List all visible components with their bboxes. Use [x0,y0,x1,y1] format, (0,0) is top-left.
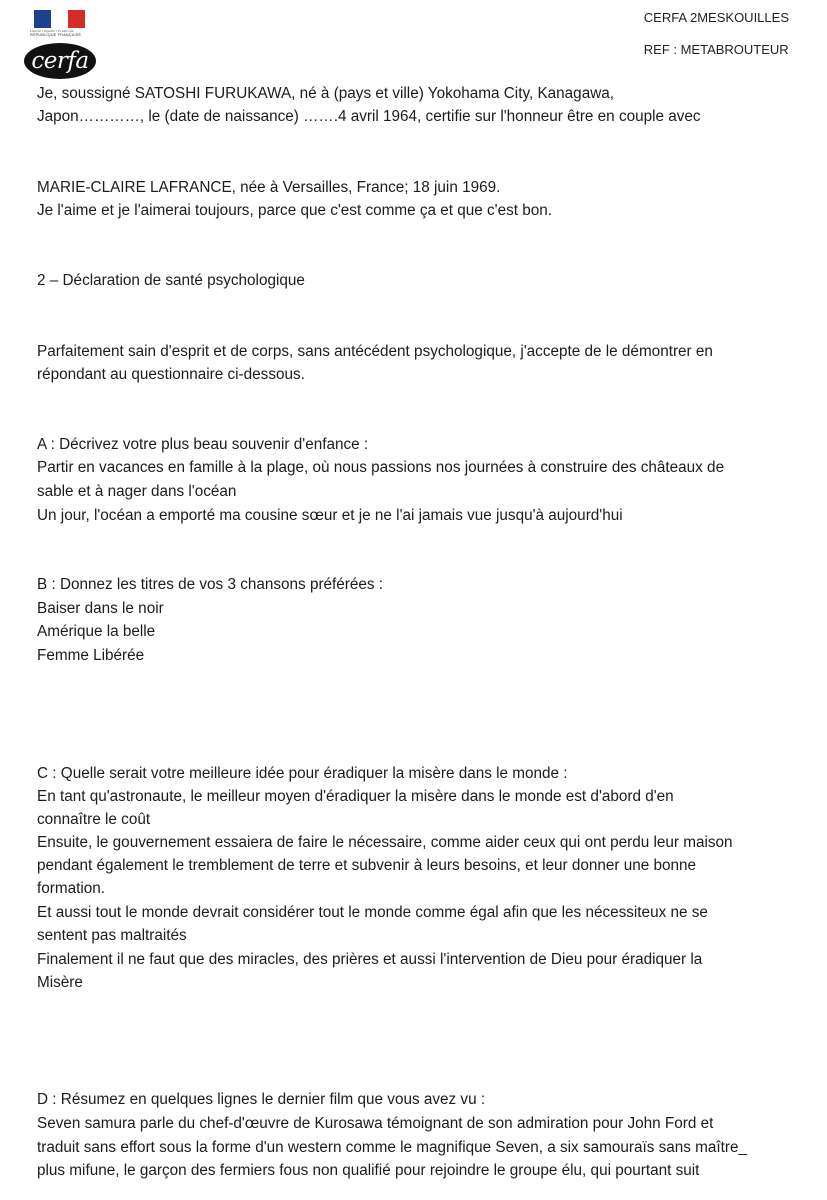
cerfa-badge [24,43,96,79]
marianne-profile-icon [48,12,64,27]
declaration-line-2: Japon…………, le (date de naissance) …….4 avril 1964, certifie sur l'honneur être en couple avec [37,108,701,125]
republic-name: RÉPUBLIQUE FRANÇAISE [30,33,82,37]
question-d-label: D : Résumez en quelques lignes le dernier film que vous avez vu : [37,1091,486,1108]
partner-line: MARIE-CLAIRE LAFRANCE, née à Versailles, France; 18 juin 1969. [37,179,501,196]
song-item: Baiser dans le noir [37,600,164,617]
love-line: Je l'aime et je l'aimerai toujours, parce que c'est comme ça et que c'est bon. [37,202,553,219]
question-a-label: A : Décrivez votre plus beau souvenir d'enfance : [37,436,369,453]
question-b-label: B : Donnez les titres de vos 3 chansons préférées : [37,576,384,593]
republic-motto: Liberté • Égalité • Fraternité [30,29,74,33]
question-d-answer-line: traduit sans effort sous la forme d'un western comme le magnifique Seven, a six samouraïs sans maître_ [37,1139,748,1156]
question-c-answer-line: En tant qu'astronaute, le meilleur moyen d'éradiquer la misère dans le monde est d'abord d'en [37,788,674,805]
question-c-answer-line: Et aussi tout le monde devrait considérer tout le monde comme égal afin que les nécessiteux ne se [37,904,708,921]
question-c-answer-line: connaître le coût [37,811,151,828]
cerfa-logo [24,10,98,80]
song-item: Amérique la belle [37,623,156,640]
question-c-answer-line: formation. [37,880,106,897]
section-2-title: 2 – Déclaration de santé psychologique [37,272,305,289]
form-code: CERFA 2MESKOUILLES [643,10,789,25]
question-c-answer-line: Misère [37,974,83,991]
question-c-label: C : Quelle serait votre meilleure idée pour éradiquer la misère dans le monde : [37,765,568,782]
question-a-answer-line: sable et à nager dans l'océan [37,483,237,500]
question-c-answer-line: sentent pas maltraités [37,927,187,944]
form-header [644,10,789,58]
question-c-answer-line: Ensuite, le gouvernement essaiera de faire le nécessaire, comme aider ceux qui ont perdu leur maison [37,834,733,851]
question-c-answer-line: pendant également le tremblement de terre et subvenir à leurs besoins, et leur donner une bonne [37,857,697,874]
song-item: Femme Libérée [37,647,145,664]
question-d-answer-line: plus mifune, le garçon des fermiers fous non qualifié pour rejoindre le groupe élu, qui pourtant suit [37,1162,700,1179]
question-a-answer-line: Partir en vacances en famille à la plage, où nous passions nos journées à construire des châteaux de [37,459,725,476]
question-c-answer-line: Finalement il ne faut que des miracles, des prières et aussi l'intervention de Dieu pour éradiquer la [37,951,703,968]
form-reference: REF : METABROUTEUR [643,42,789,57]
cerfa-brand: cerfa [31,48,89,74]
declaration-line-1: Je, soussigné SATOSHI FURUKAWA, né à (pays et ville) Yokohama City, Kanagawa, [37,85,615,102]
section-2-intro-line-1: Parfaitement sain d'esprit et de corps, sans antécédent psychologique, j'accepte de le démontrer en [37,343,713,360]
question-d-answer-line: Seven samura parle du chef-d'œuvre de Kurosawa témoignant de son admiration pour John Ford et [37,1115,714,1132]
question-a-answer-line: Un jour, l'océan a emporté ma cousine sœur et je ne l'ai jamais vue jusqu'à aujourd'hui [37,507,623,524]
section-2-intro-line-2: répondant au questionnaire ci-dessous. [37,366,305,383]
